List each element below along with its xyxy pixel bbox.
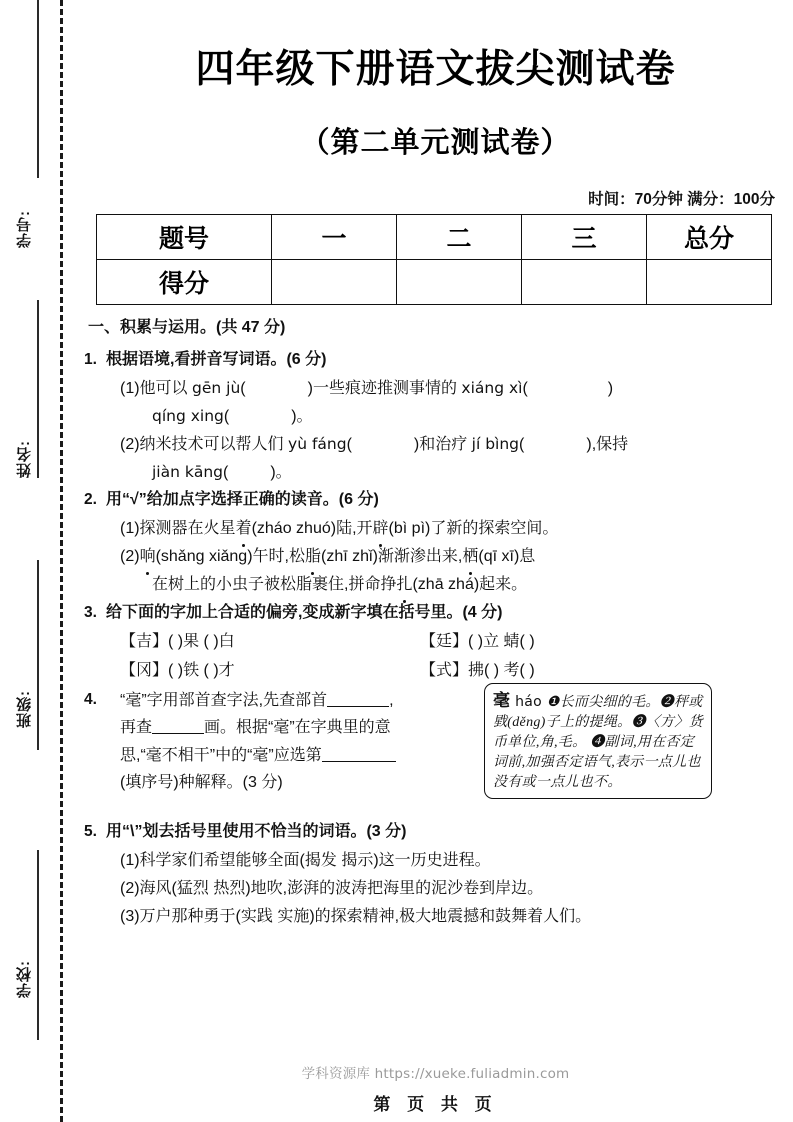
question-text: 思,“毫不相干”中的“毫”应选第 bbox=[120, 746, 322, 764]
margin-rule-1 bbox=[37, 0, 39, 178]
question-line bbox=[120, 904, 780, 930]
question-text: )和治疗 bbox=[413, 435, 472, 453]
emphasized-char: 脂 bbox=[305, 544, 321, 570]
question-block bbox=[80, 819, 780, 930]
pinyin-text: jí bìng bbox=[471, 434, 520, 453]
question-block bbox=[80, 600, 780, 684]
score-table-input-cell[interactable] bbox=[522, 260, 647, 305]
question-text: ( bbox=[223, 407, 230, 425]
exam-content bbox=[80, 315, 780, 929]
question-text: (qī xī)息 bbox=[478, 548, 536, 566]
question-stem: 根据语境,看拼音写词语。(6 分) bbox=[106, 350, 327, 368]
pinyin-text: yù fáng bbox=[288, 434, 347, 453]
pinyin-text: gēn jù bbox=[192, 378, 241, 397]
question-text: (2)纳米技术可以帮人们 bbox=[120, 435, 289, 453]
question-text: 再查 bbox=[120, 719, 153, 737]
table-row bbox=[97, 260, 772, 305]
page-number-footer: 第 页 共 页 bbox=[373, 1095, 498, 1114]
question-text: (2)海风(猛烈 热烈)地吹,澎湃的波涛把海里的泥沙卷到岸边。 bbox=[120, 879, 544, 897]
answer-blank[interactable] bbox=[152, 717, 204, 734]
emphasized-char: 栖 bbox=[462, 544, 478, 570]
question-line bbox=[152, 404, 780, 430]
question-text: ) bbox=[607, 379, 614, 397]
score-table-header-cell: 一 bbox=[272, 215, 397, 260]
score-table-input-cell[interactable] bbox=[647, 260, 772, 305]
score-table-header-cell: 二 bbox=[397, 215, 522, 260]
radical-item-left[interactable]: 【吉】( )果 ( )白 bbox=[120, 632, 235, 650]
dictionary-definitions: ❶长而尖细的毛。❷秤或戥(děng)子上的提绳。❸〈方〉货币单位,角,毛。 ❹副词,用在否定词前,加强否定语气,表示一点儿也没有或一点儿也不。 bbox=[493, 694, 703, 790]
question-text: )一些痕迹推测事情的 bbox=[307, 379, 462, 397]
question-text: (3)万户那种勇于(实践 实施)的探索精神,极大地震撼和鼓舞着人们。 bbox=[120, 907, 592, 925]
score-table-row-label: 题号 bbox=[97, 215, 272, 260]
question-block bbox=[80, 347, 780, 486]
emphasized-char: 响 bbox=[140, 544, 156, 570]
score-table bbox=[96, 214, 772, 305]
question-text: (1)科学家们希望能够全面(揭发 揭示)这一历史进程。 bbox=[120, 851, 491, 869]
question-line bbox=[152, 460, 780, 486]
emphasized-char: 扎 bbox=[396, 572, 412, 598]
score-table-header-cell: 总分 bbox=[647, 215, 772, 260]
answer-blank[interactable] bbox=[322, 745, 396, 762]
margin-binding-strip bbox=[0, 0, 78, 1122]
question-text: (bì pì)了新的探索空间。 bbox=[388, 520, 559, 538]
question-text: )。 bbox=[291, 407, 313, 425]
section-heading: 一、积累与运用。(共 47 分) bbox=[88, 319, 286, 336]
pinyin-text: xiáng xì bbox=[461, 378, 523, 397]
question-text: ( bbox=[223, 463, 229, 481]
margin-rule-4 bbox=[37, 850, 39, 1040]
radical-item-right[interactable]: 【廷】( )立 蜻( ) bbox=[420, 632, 535, 650]
question-line bbox=[120, 544, 780, 570]
question-stem bbox=[120, 687, 492, 797]
question-line bbox=[120, 876, 780, 902]
question-line bbox=[120, 376, 780, 402]
dictionary-pinyin: háo bbox=[510, 693, 547, 710]
exam-meta-info: 时间：70分钟 满分：100分 bbox=[588, 191, 775, 208]
question-text: ( bbox=[346, 435, 352, 453]
question-text: (zháo zhuó)陆,开 bbox=[251, 520, 373, 538]
question-number: 4. bbox=[84, 690, 97, 708]
emphasized-char: 着 bbox=[236, 516, 252, 542]
question-text: )。 bbox=[270, 463, 292, 481]
question-text: ),保持 bbox=[586, 435, 629, 453]
question-number: 3. bbox=[84, 604, 97, 622]
dictionary-entry-card bbox=[484, 683, 712, 800]
score-table-body bbox=[97, 215, 772, 305]
radical-exercise-row bbox=[120, 658, 780, 684]
question-text: (zhā zhá)起来。 bbox=[412, 576, 528, 594]
table-row bbox=[97, 215, 772, 260]
question-text: (1)探测器在火星 bbox=[120, 520, 236, 538]
radical-exercise-row bbox=[120, 629, 780, 655]
question-text: (填序号)种解释。(3 分) bbox=[120, 774, 283, 792]
pinyin-text: jiàn kāng bbox=[152, 462, 223, 481]
watermark-text: 学科资源库 https://xueke.fuliadmin.com bbox=[301, 1066, 570, 1082]
question-number: 2. bbox=[84, 491, 97, 509]
question-text: 画。根据“毫”在字典里的意 bbox=[204, 719, 391, 737]
question-block bbox=[80, 687, 780, 817]
margin-label-2: 姓名: bbox=[16, 440, 33, 478]
page-title: 四年级下册语文拔尖测试卷 bbox=[195, 48, 676, 91]
question-block bbox=[80, 487, 780, 598]
score-table-input-cell[interactable] bbox=[272, 260, 397, 305]
question-line bbox=[120, 516, 780, 542]
margin-dashed-line bbox=[60, 0, 63, 1122]
question-text: “毫”字用部首查字法,先查部首 bbox=[120, 691, 328, 709]
radical-item-right[interactable]: 【式】拂( ) 考( ) bbox=[420, 661, 535, 679]
question-stem: 给下面的字加上合适的偏旁,变成新字填在括号里。(4 分) bbox=[106, 604, 503, 622]
question-text: (1)他可以 bbox=[120, 379, 193, 397]
question-text: ( bbox=[240, 379, 246, 397]
question-number: 5. bbox=[84, 822, 97, 840]
question-text: ( bbox=[519, 435, 525, 453]
score-table-input-cell[interactable] bbox=[397, 260, 522, 305]
margin-label-3: 班级: bbox=[16, 690, 33, 728]
question-text: (zhī zhǐ)渐渐渗出来, bbox=[321, 548, 463, 566]
dictionary-question-wrap bbox=[106, 687, 780, 817]
question-number: 1. bbox=[84, 350, 97, 368]
answer-blank[interactable] bbox=[327, 690, 389, 707]
question-stem: 用“\”划去括号里使用不恰当的词语。(3 分) bbox=[106, 822, 407, 840]
question-text: 在树上的小虫子被松脂裹住,拼命挣 bbox=[152, 576, 397, 594]
page-subtitle: （第二单元测试卷） bbox=[300, 127, 571, 159]
dictionary-headword: 毫 bbox=[493, 690, 511, 710]
emphasized-char: 辟 bbox=[373, 516, 389, 542]
score-table-header-cell: 三 bbox=[522, 215, 647, 260]
score-table-row-label: 得分 bbox=[97, 260, 272, 305]
margin-label-4: 学校: bbox=[16, 960, 33, 998]
margin-label-1: 学号: bbox=[16, 210, 33, 248]
question-text: (2) bbox=[120, 548, 140, 566]
question-list bbox=[80, 347, 780, 930]
question-text: ( bbox=[522, 379, 528, 397]
question-line bbox=[152, 572, 780, 598]
question-stem: 用“√”给加点字选择正确的读音。(6 分) bbox=[106, 491, 379, 509]
exam-page bbox=[78, 0, 793, 1122]
radical-item-left[interactable]: 【冈】( )铁 ( )才 bbox=[120, 661, 235, 679]
question-text: (shǎng xiǎng)午时,松 bbox=[155, 548, 305, 566]
question-line bbox=[120, 848, 780, 874]
pinyin-text: qíng xing bbox=[152, 406, 224, 425]
question-text: , bbox=[389, 691, 394, 709]
question-line bbox=[120, 432, 780, 458]
